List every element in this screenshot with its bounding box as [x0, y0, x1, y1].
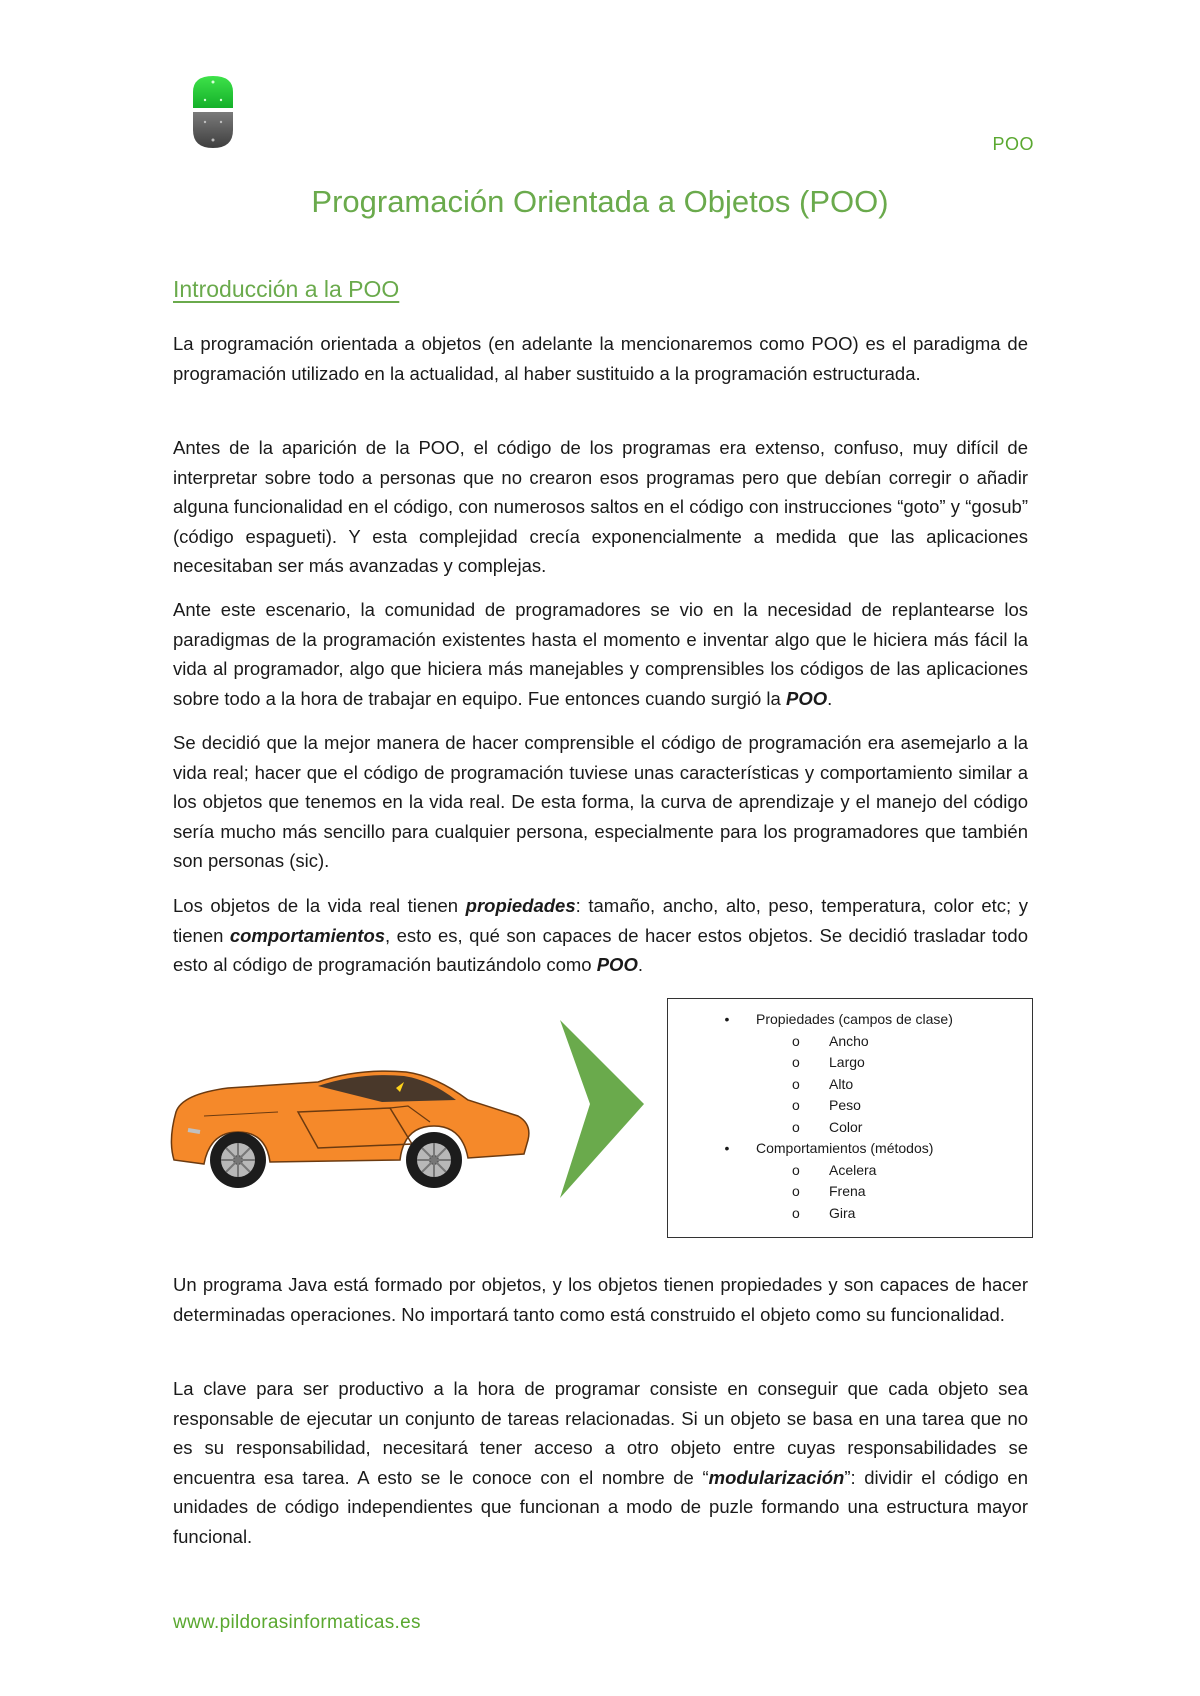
bullet-icon: •	[724, 1140, 730, 1156]
list-item: o Acelera	[792, 1161, 877, 1178]
footer-website-link[interactable]: www.pildorasinformaticas.es	[173, 1612, 421, 1633]
properties-box	[667, 998, 1033, 1238]
list-item: o Largo	[792, 1054, 865, 1070]
list-item: o Alto	[792, 1075, 854, 1092]
car-wheel-rear	[210, 1132, 266, 1188]
arrow-right-icon	[560, 1020, 644, 1198]
term-poo: POO	[785, 687, 828, 709]
list-item-properties: • Propiedades (campos de clase)	[668, 1009, 1032, 1031]
document-title: Programación Orientada a Objetos (POO)	[311, 184, 889, 219]
list-item: o Peso	[792, 1097, 861, 1113]
car-wheel-front	[406, 1132, 462, 1188]
paragraph-objects: Los objetos de la vida real tienen propiedades: tamaño, ancho, alto, peso, temperatura, color etc; y tienen comportamientos, esto es, qué son capaces de hacer estos objetos. Se decidió trasladar todo esto al código de programación bautizándolo como POO.	[173, 895, 1028, 975]
car-illustration	[168, 1060, 538, 1195]
list-item: o Gira	[792, 1204, 856, 1221]
section-title: Introducción a la POO	[173, 276, 400, 302]
paragraph-intro: La programación orientada a objetos (en adelante la mencionaremos como POO) es el paradigma de programación utilizado en la actualidad, al haber sustituido a la programación estructurada.	[173, 333, 1028, 384]
paragraph-real-life: Se decidió que la mejor manera de hacer comprensible el código de programación era asemejarlo a la vida real; hacer que el código de programación tuviese unas características y comportamiento similar a los objetos que tenemos en la vida real. De esta forma, la curva de aprendizaje y el manejo del código sería mucho más sencillo para cualquier persona, especialmente para los programadores que también son personas (sic).	[173, 732, 1028, 871]
paragraph-scenario: Ante este escenario, la comunidad de programadores se vio en la necesidad de replantearse los paradigmas de la programación existentes hasta el momento e inventar algo que le hiciera más fácil la vida al programador, algo que hiciera más manejables y comprensibles los códigos de las aplicaciones sobre todo a la hora de trabajar en equipo. Fue entonces cuando surgió la POO.	[173, 599, 1028, 709]
list-item: o Color	[792, 1118, 863, 1135]
site-logo	[193, 76, 233, 148]
list-item-behaviors: • Comportamientos (métodos)	[668, 1138, 1032, 1160]
term-comportamientos: comportamientos	[229, 924, 386, 946]
list-item: o Frena	[792, 1183, 866, 1199]
list-item: o Ancho	[792, 1032, 869, 1049]
term-poo-2: POO	[596, 954, 638, 975]
term-propiedades: propiedades	[465, 895, 576, 916]
header-tag: POO	[992, 134, 1034, 154]
paragraph-modularization: La clave para ser productivo a la hora de programar consiste en conseguir que cada objeto sea responsable de ejecutar un conjunto de tareas relacionadas. Si un objeto se basa en una tarea que no es su responsabilidad, necesitará tener acceso a otro objeto entre cuyas responsabilidades se encuentra esa tarea. A esto se le conoce con el nombre de “modularización”: dividir el código en unidades de código independientes que funcionan a modo de puzle formando una estructura mayor funcional.	[173, 1378, 1028, 1547]
term-modularizacion: modularización	[708, 1466, 845, 1488]
paragraph-java-program: Un programa Java está formado por objetos, y los objetos tienen propiedades y son capaces de hacer determinadas operaciones. No importará tanto como está construido el objeto como su funcionalidad.	[173, 1274, 1028, 1325]
paragraph-before-poo: Antes de la aparición de la POO, el código de los programas era extenso, confuso, muy difícil de interpretar sobre todo a personas que no crearon esos programas pero que debían corregir o añadir alguna funcionalidad en el código, con numerosos saltos en el código con instrucciones “goto” y “gosub” (código espagueti). Y esta complejidad crecía exponencialmente a medida que las aplicaciones necesitaban ser más avanzadas y complejas.	[173, 437, 1028, 576]
bullet-icon: •	[724, 1011, 730, 1027]
